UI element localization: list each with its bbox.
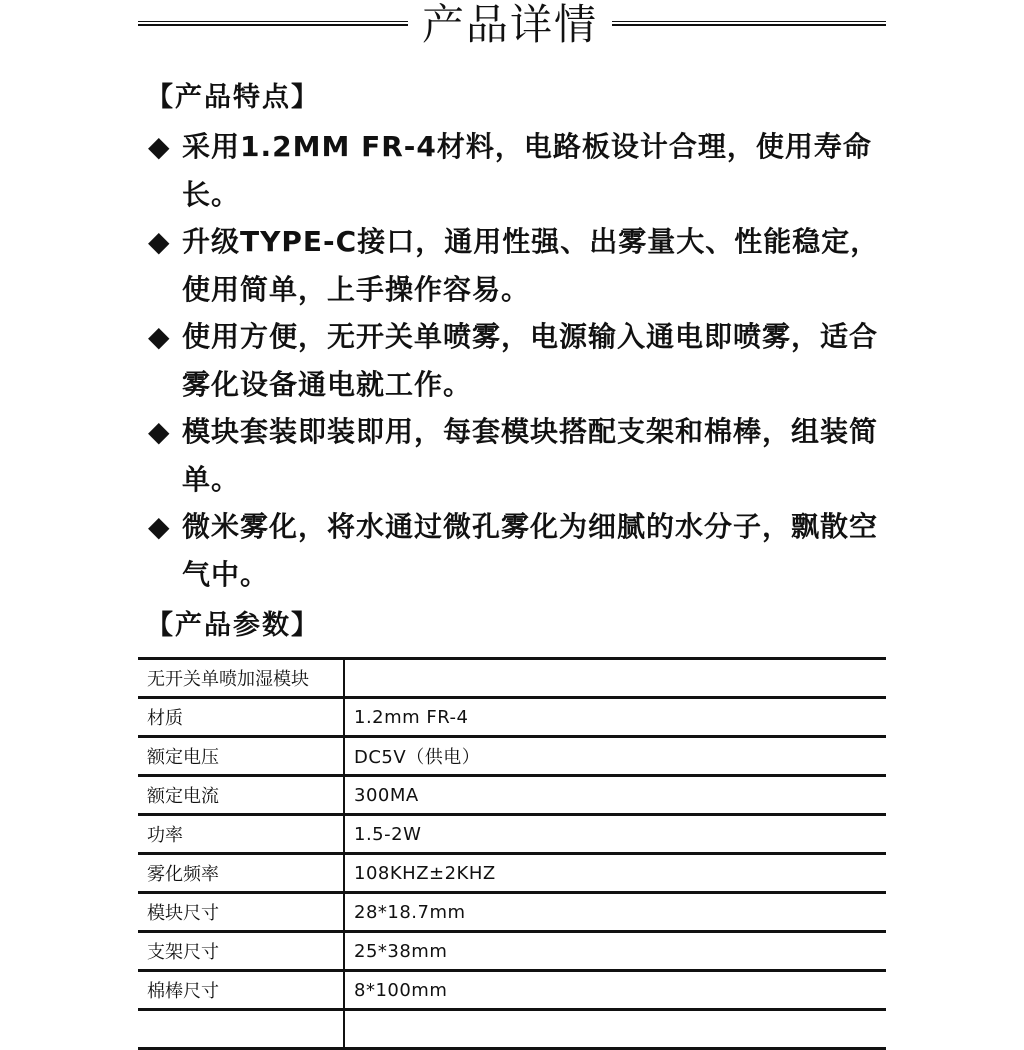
diamond-bullet-icon: ◆ [148, 320, 171, 353]
spec-value: DC5V（供电） [344, 737, 886, 776]
spec-table [138, 657, 886, 1050]
diamond-bullet-icon: ◆ [148, 415, 171, 448]
table-row [138, 737, 886, 776]
params-heading: 【产品参数】 [146, 610, 320, 641]
spec-value: 108KHZ±2KHZ [344, 854, 886, 893]
spec-value: 28*18.7mm [344, 893, 886, 932]
feature-text: 采用1.2MM FR-4材料，电路板设计合理，使用寿命长。 [182, 130, 872, 211]
diamond-bullet-icon: ◆ [148, 225, 171, 258]
table-row [138, 893, 886, 932]
feature-text: 模块套装即装即用，每套模块搭配支架和棉棒，组装简单。 [182, 415, 879, 496]
header-rule-right [612, 21, 886, 26]
spec-value [344, 659, 886, 698]
spec-label: 材质 [138, 698, 344, 737]
spec-value: 8*100mm [344, 971, 886, 1010]
spec-label: 额定电流 [138, 776, 344, 815]
spec-label: 额定电压 [138, 737, 344, 776]
spec-value: 1.2mm FR-4 [344, 698, 886, 737]
table-row [138, 1010, 886, 1049]
page-header [0, 0, 1024, 50]
table-row [138, 854, 886, 893]
spec-value: 1.5-2W [344, 815, 886, 854]
diamond-bullet-icon: ◆ [148, 510, 171, 543]
spec-label: 模块尺寸 [138, 893, 344, 932]
table-row [138, 932, 886, 971]
table-row [138, 659, 886, 698]
spec-value [344, 1010, 886, 1049]
feature-text: 微米雾化，将水通过微孔雾化为细腻的水分子，飘散空气中。 [182, 510, 879, 591]
feature-item [148, 218, 888, 313]
feature-text: 使用方便，无开关单喷雾，电源输入通电即喷雾，适合雾化设备通电就工作。 [182, 320, 879, 401]
table-row [138, 698, 886, 737]
page-title: 产品详情 [421, 0, 598, 49]
feature-text: 升级TYPE-C接口，通用性强、出雾量大、性能稳定，使用简单，上手操作容易。 [182, 225, 880, 306]
spec-label: 功率 [138, 815, 344, 854]
header-rule-left [138, 21, 408, 26]
features-heading: 【产品特点】 [146, 82, 320, 113]
table-row [138, 776, 886, 815]
spec-label: 雾化频率 [138, 854, 344, 893]
feature-item [148, 313, 888, 408]
spec-label: 无开关单喷加湿模块 [138, 659, 344, 698]
table-row [138, 815, 886, 854]
feature-item [148, 408, 888, 503]
spec-value: 25*38mm [344, 932, 886, 971]
feature-item [148, 503, 888, 598]
spec-label: 棉棒尺寸 [138, 971, 344, 1010]
feature-list [148, 123, 888, 598]
table-row [138, 971, 886, 1010]
diamond-bullet-icon: ◆ [148, 130, 171, 163]
spec-label [138, 1010, 344, 1049]
feature-item [148, 123, 888, 218]
spec-value: 300MA [344, 776, 886, 815]
spec-label: 支架尺寸 [138, 932, 344, 971]
